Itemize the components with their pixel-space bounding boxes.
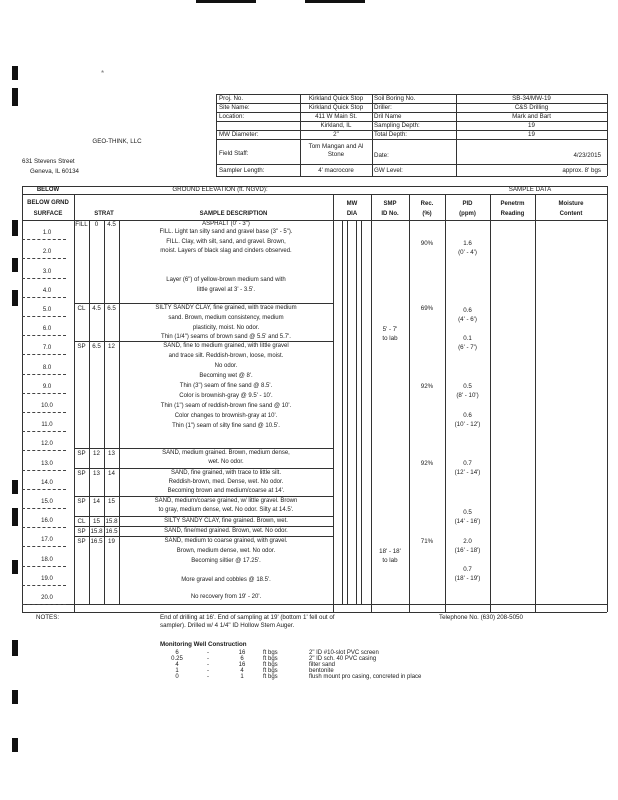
pid-value: 0.7 — [463, 460, 472, 467]
pid-value: 0.1 — [463, 335, 472, 342]
binder-hole — [12, 220, 18, 236]
construction-unit: ft bgs — [263, 668, 278, 674]
depth-label: 15.0 — [41, 499, 53, 505]
sample-description-line: FILL. Light tan silty sand and gravel base (3" - 5"). — [159, 229, 293, 235]
sample-description-line: SAND, fine to medium grained, with little gravel — [163, 343, 289, 349]
location-value-street: 411 W Main St. — [315, 113, 357, 120]
construction-from: 1 — [175, 668, 179, 674]
notes-line-1: End of drilling at 16'. End of sampling at 19' (bottom 1' fell out of — [160, 614, 335, 621]
strat-from: 4.5 — [92, 305, 101, 312]
scan-edge — [196, 0, 256, 3]
sample-id: 5' - 7' — [382, 326, 398, 333]
col-below: BELOW — [36, 187, 60, 193]
strat-from: 6.5 — [92, 343, 101, 350]
col-smp: SMP — [383, 201, 397, 207]
sample-description-line: Layer (6") of yellow-brown medium sand with — [166, 277, 286, 283]
binder-hole — [12, 258, 18, 272]
depth-tick — [22, 489, 66, 490]
sample-description-line: little gravel at 3' - 3.5'. — [197, 287, 255, 293]
col-penetrom: Penetrm — [500, 201, 525, 207]
pid-value: 1.6 — [463, 240, 472, 247]
pid-value: 0.5 — [463, 509, 472, 516]
binder-hole — [12, 66, 18, 80]
depth-tick — [22, 546, 66, 547]
depth-label: 14.0 — [41, 479, 53, 486]
mw-diameter-value: 2" — [333, 131, 339, 138]
depth-tick — [22, 604, 66, 605]
recovery-value: 71% — [420, 538, 434, 545]
total-depth-label: Total Depth: — [374, 131, 408, 138]
sample-description-line: FILL. Clay, with silt, sand, and gravel. Brown, — [166, 239, 286, 245]
depth-label: 9.0 — [42, 383, 52, 390]
sample-description-line: SAND, medium/coarse grained, w/ little gravel. Brown — [154, 498, 298, 504]
construction-unit: ft bgs — [263, 650, 278, 656]
depth-label: 7.0 — [42, 345, 52, 352]
depth-tick — [22, 239, 66, 240]
location-value-city: Kirkland, IL — [320, 122, 352, 129]
sample-description-line: Color is brownish-gray @ 9.5' - 10'. — [179, 393, 273, 399]
depth-tick — [22, 412, 66, 413]
field-staff-value-1: Tom Mangan and Al — [308, 143, 364, 150]
construction-to: 16 — [238, 650, 246, 656]
construction-dash: - — [207, 662, 209, 668]
sample-description-line: Brown, medium dense, wet. No odor. — [176, 548, 276, 554]
sample-id-note: to lab — [382, 557, 398, 564]
sample-description-line: Becoming wet @ 8'. — [199, 373, 253, 379]
ground-elevation-label: GROUND ELEVATION (ft. NGVD): — [172, 186, 268, 193]
binder-hole — [12, 640, 18, 656]
depth-tick — [22, 297, 66, 298]
strat-to: 14 — [108, 470, 115, 477]
depth-label: 20.0 — [41, 595, 53, 601]
sample-description-line: Becoming brown and medium/coarse at 14'. — [167, 488, 285, 494]
well-construction-title: Monitoring Well Construction — [160, 641, 247, 648]
strat-to: 15.8 — [105, 518, 118, 525]
binder-hole — [12, 480, 18, 494]
binder-hole — [12, 738, 18, 752]
scan-mark: * — [101, 69, 105, 78]
gw-level-label: GW Level: — [374, 167, 403, 174]
driller-label: Driller: — [374, 104, 392, 111]
depth-label: 4.0 — [42, 287, 52, 294]
strat-code: SP — [77, 470, 86, 477]
depth-tick — [22, 585, 66, 586]
depth-label: 5.0 — [42, 307, 52, 313]
company-name: GEO-THINK, LLC — [92, 138, 142, 145]
sample-description-line: sand. Brown, medium consistency, medium — [168, 315, 284, 321]
construction-desc: flush mount pro casing, concreted in place — [309, 674, 422, 680]
depth-tick — [22, 470, 66, 471]
pid-interval: (6' - 7') — [458, 344, 477, 351]
sample-description-line: SAND, fine/med grained. Brown, wet. No odor. — [164, 528, 288, 534]
pid-value: 0.7 — [463, 566, 472, 573]
date-label: Date: — [374, 152, 389, 159]
proj-no-label: Proj. No. — [219, 95, 244, 102]
depth-tick — [22, 354, 66, 355]
construction-dash: - — [207, 674, 209, 680]
recovery-value: 69% — [420, 305, 434, 312]
location-label: Location: — [219, 113, 245, 120]
construction-dash: - — [207, 656, 209, 662]
pid-interval: (18' - 19') — [454, 575, 481, 582]
construction-unit: ft bgs — [263, 662, 278, 668]
drill-name-value: Mark and Bart — [512, 113, 551, 120]
construction-desc: 2" ID sch. 40 PVC casing — [309, 656, 377, 662]
construction-desc: bentonite — [309, 668, 334, 674]
sample-data-label: SAMPLE DATA — [508, 186, 552, 193]
depth-label: 1.0 — [42, 230, 52, 237]
col-dia: DIA — [346, 211, 358, 217]
col-mw: MW — [346, 201, 358, 207]
boring-no-value: SB-34/MW-19 — [512, 95, 551, 102]
pid-value: 2.0 — [463, 538, 472, 545]
pid-interval: (12' - 14') — [454, 469, 481, 476]
driller-value: C&S Drilling — [514, 104, 549, 111]
depth-label: 17.0 — [41, 537, 53, 544]
boring-no-label: Soil Boring No. — [374, 95, 416, 102]
construction-row — [162, 674, 472, 680]
depth-label: 3.0 — [42, 268, 52, 275]
sample-id: 18' - 18' — [379, 548, 401, 555]
sample-description-line: No odor. — [214, 363, 238, 369]
sample-description-line: to gray, medium dense, wet. No odor. Silty at 14.5'. — [158, 507, 294, 513]
col-id-no: ID No. — [381, 211, 399, 217]
company-address-street: 631 Stevens Street — [22, 158, 75, 165]
depth-tick — [22, 450, 66, 451]
strat-from: 15 — [93, 518, 100, 525]
strat-from: 12 — [93, 450, 100, 457]
sample-description-line: No recovery from 19' - 20'. — [190, 594, 262, 600]
col-rec: Rec. — [420, 201, 434, 207]
depth-tick — [22, 393, 66, 394]
strat-to: 13 — [108, 450, 115, 457]
sample-description-line: SILTY SANDY CLAY, fine grained. Brown, wet. — [164, 518, 288, 524]
date-value: 4/23/2015 — [573, 152, 601, 159]
strat-from: 16.5 — [90, 538, 103, 545]
telephone-number: Telephone No. (630) 208-5050 — [439, 614, 523, 621]
pid-interval: (14' - 16') — [454, 518, 481, 525]
strat-to: 4.5 — [107, 221, 116, 228]
mw-diameter-label: MW Diameter: — [219, 131, 259, 138]
field-staff-label: Field Staff: — [219, 150, 249, 157]
company-address-city: Geneva, IL 60134 — [30, 168, 79, 175]
depth-tick — [22, 508, 66, 509]
strat-to: 19 — [108, 538, 115, 545]
sample-description-line: SAND, medium grained. Brown, medium dense, — [162, 450, 290, 456]
depth-label: 2.0 — [42, 249, 52, 256]
recovery-value: 90% — [420, 240, 434, 247]
col-moisture: Moisture — [558, 201, 584, 207]
construction-desc: filter sand — [309, 662, 336, 668]
construction-to: 16 — [238, 662, 246, 668]
depth-label: 8.0 — [42, 364, 52, 371]
col-ppm: (ppm) — [459, 211, 476, 217]
pid-value: 0.5 — [463, 383, 472, 390]
col-reading: Reading — [500, 211, 525, 217]
field-staff-value-2: Stone — [327, 151, 345, 158]
scan-edge — [305, 0, 365, 3]
pid-interval: (10' - 12') — [454, 421, 481, 428]
depth-tick — [22, 258, 66, 259]
site-name-value: Kirkland Quick Stop — [308, 104, 364, 111]
strat-code: SP — [77, 528, 86, 535]
col-sample-description: SAMPLE DESCRIPTION — [199, 211, 268, 217]
depth-label: 6.0 — [42, 326, 52, 333]
depth-tick — [22, 374, 66, 375]
depth-label: 16.0 — [41, 518, 53, 525]
sample-description-line: SAND, medium to coarse grained, with gravel. — [164, 538, 288, 544]
sample-description-line: SAND, fine grained, with trace to little silt. — [170, 470, 282, 476]
proj-no-value: Kirkland Quick Stop — [308, 95, 364, 102]
strat-code: SP — [77, 450, 86, 457]
total-depth-value: 19 — [528, 131, 535, 138]
sample-description-line: and trace silt. Reddish-brown, loose, moist. — [168, 353, 284, 359]
construction-to: 1 — [240, 674, 244, 680]
sample-description-line: Thin (3") seam of fine sand @ 8.5'. — [179, 383, 273, 389]
strat-from: 14 — [93, 498, 100, 505]
strat-code: FILL — [75, 221, 88, 228]
binder-hole — [12, 560, 18, 574]
construction-dash: - — [207, 650, 209, 656]
sample-description-line: moist. Layers of black slag and cinders observed. — [160, 248, 292, 254]
sample-description-line: Thin (1") seam of reddish-brown fine sand @ 10'. — [160, 403, 292, 409]
notes-line-2: sampler). Drilled w/ 4 1/4" ID Hollow Stem Auger. — [160, 622, 295, 629]
col-rec-pct: (%) — [422, 211, 432, 217]
strat-to: 16.5 — [105, 528, 118, 535]
depth-label: 11.0 — [41, 422, 53, 429]
sampling-depth-value: 19 — [528, 122, 535, 129]
sample-description-line: SILTY SANDY CLAY, fine grained, with trace medium — [155, 305, 297, 311]
recovery-value: 92% — [420, 460, 434, 467]
depth-label: 18.0 — [41, 556, 53, 563]
sample-description-line: wet. No odor. — [208, 459, 244, 465]
sample-description-line: ASPHALT (0' - 3") — [202, 221, 250, 227]
notes-label: NOTES: — [36, 614, 60, 621]
strat-code: CL — [77, 305, 86, 312]
sampler-length-value: 4' macrocore — [318, 167, 354, 174]
construction-unit: ft bgs — [263, 674, 278, 680]
strat-from: 13 — [93, 470, 100, 477]
drill-name-label: Dril Name — [374, 113, 402, 120]
sample-id-note: to lab — [382, 335, 398, 342]
col-pid: PID — [462, 201, 473, 207]
binder-hole — [12, 690, 18, 704]
sample-description-line: Thin (1/4") seams of brown sand @ 5.5' and 5.7'. — [161, 334, 291, 340]
construction-from: 4 — [175, 662, 179, 668]
sample-description-line: Color changes to brownish-gray at 10'. — [174, 413, 278, 419]
construction-from: 0.25 — [171, 656, 183, 662]
depth-label: 10.0 — [41, 403, 53, 409]
pid-interval: (16' - 18') — [454, 547, 481, 554]
well-construction-table — [162, 650, 472, 680]
well-construction — [160, 641, 472, 680]
col-below-grnd: BELOW GRND — [27, 200, 69, 206]
depth-tick — [22, 278, 66, 279]
col-content: Content — [559, 211, 583, 217]
binder-hole — [12, 290, 18, 306]
strat-code: SP — [77, 343, 86, 350]
construction-to: 6 — [240, 656, 244, 662]
strat-code: SP — [77, 538, 86, 545]
construction-unit: ft bgs — [263, 656, 278, 662]
depth-label: 12.0 — [41, 441, 53, 448]
depth-tick — [22, 527, 66, 528]
strat-from: 15.8 — [90, 528, 103, 535]
depth-tick — [22, 566, 66, 567]
binder-hole — [12, 508, 18, 526]
sample-description-line: plasticity, moist. No odor. — [192, 325, 260, 331]
pid-interval: (4' - 6') — [458, 316, 477, 323]
site-name-label: Site Name: — [219, 104, 250, 111]
sample-description-line: Thin (1") seam of silty fine sand @ 10.5'. — [172, 423, 280, 429]
pid-interval: (8' - 10') — [456, 392, 479, 399]
strat-to: 12 — [108, 343, 115, 350]
strat-code: SP — [77, 498, 86, 505]
depth-label: 13.0 — [41, 460, 53, 467]
construction-from: 6 — [175, 650, 179, 656]
sample-description-line: Becoming siltier @ 17.25'. — [191, 558, 261, 564]
binder-hole — [12, 88, 18, 106]
col-strat: STRAT — [94, 211, 114, 217]
strat-to: 15 — [108, 498, 115, 505]
depth-tick — [22, 335, 66, 336]
strat-to: 6.5 — [107, 305, 116, 312]
construction-dash: - — [207, 668, 209, 674]
pid-interval: (0' - 4') — [458, 249, 477, 256]
recovery-value: 92% — [420, 383, 434, 390]
sample-description-line: More gravel and cobbles @ 18.5'. — [181, 577, 271, 583]
construction-to: 4 — [240, 668, 244, 674]
pid-value: 0.6 — [463, 307, 472, 314]
sampling-depth-label: Sampling Depth: — [374, 122, 420, 129]
strat-from: 0 — [94, 221, 99, 228]
construction-desc: 2" ID #10-slot PVC screen — [309, 650, 379, 656]
strat-code: CL — [77, 518, 86, 525]
col-surface: SURFACE — [33, 211, 63, 217]
pid-value: 0.6 — [463, 412, 472, 419]
depth-label: 19.0 — [41, 575, 53, 582]
construction-from: 0 — [175, 674, 179, 680]
depth-tick — [22, 316, 66, 317]
depth-tick — [22, 431, 66, 432]
sampler-length-label: Sampler Length: — [219, 167, 265, 174]
gw-level-value: approx. 8' bgs — [562, 167, 601, 174]
sample-description-line: Reddish-brown, med. Dense, wet. No odor. — [168, 479, 284, 485]
